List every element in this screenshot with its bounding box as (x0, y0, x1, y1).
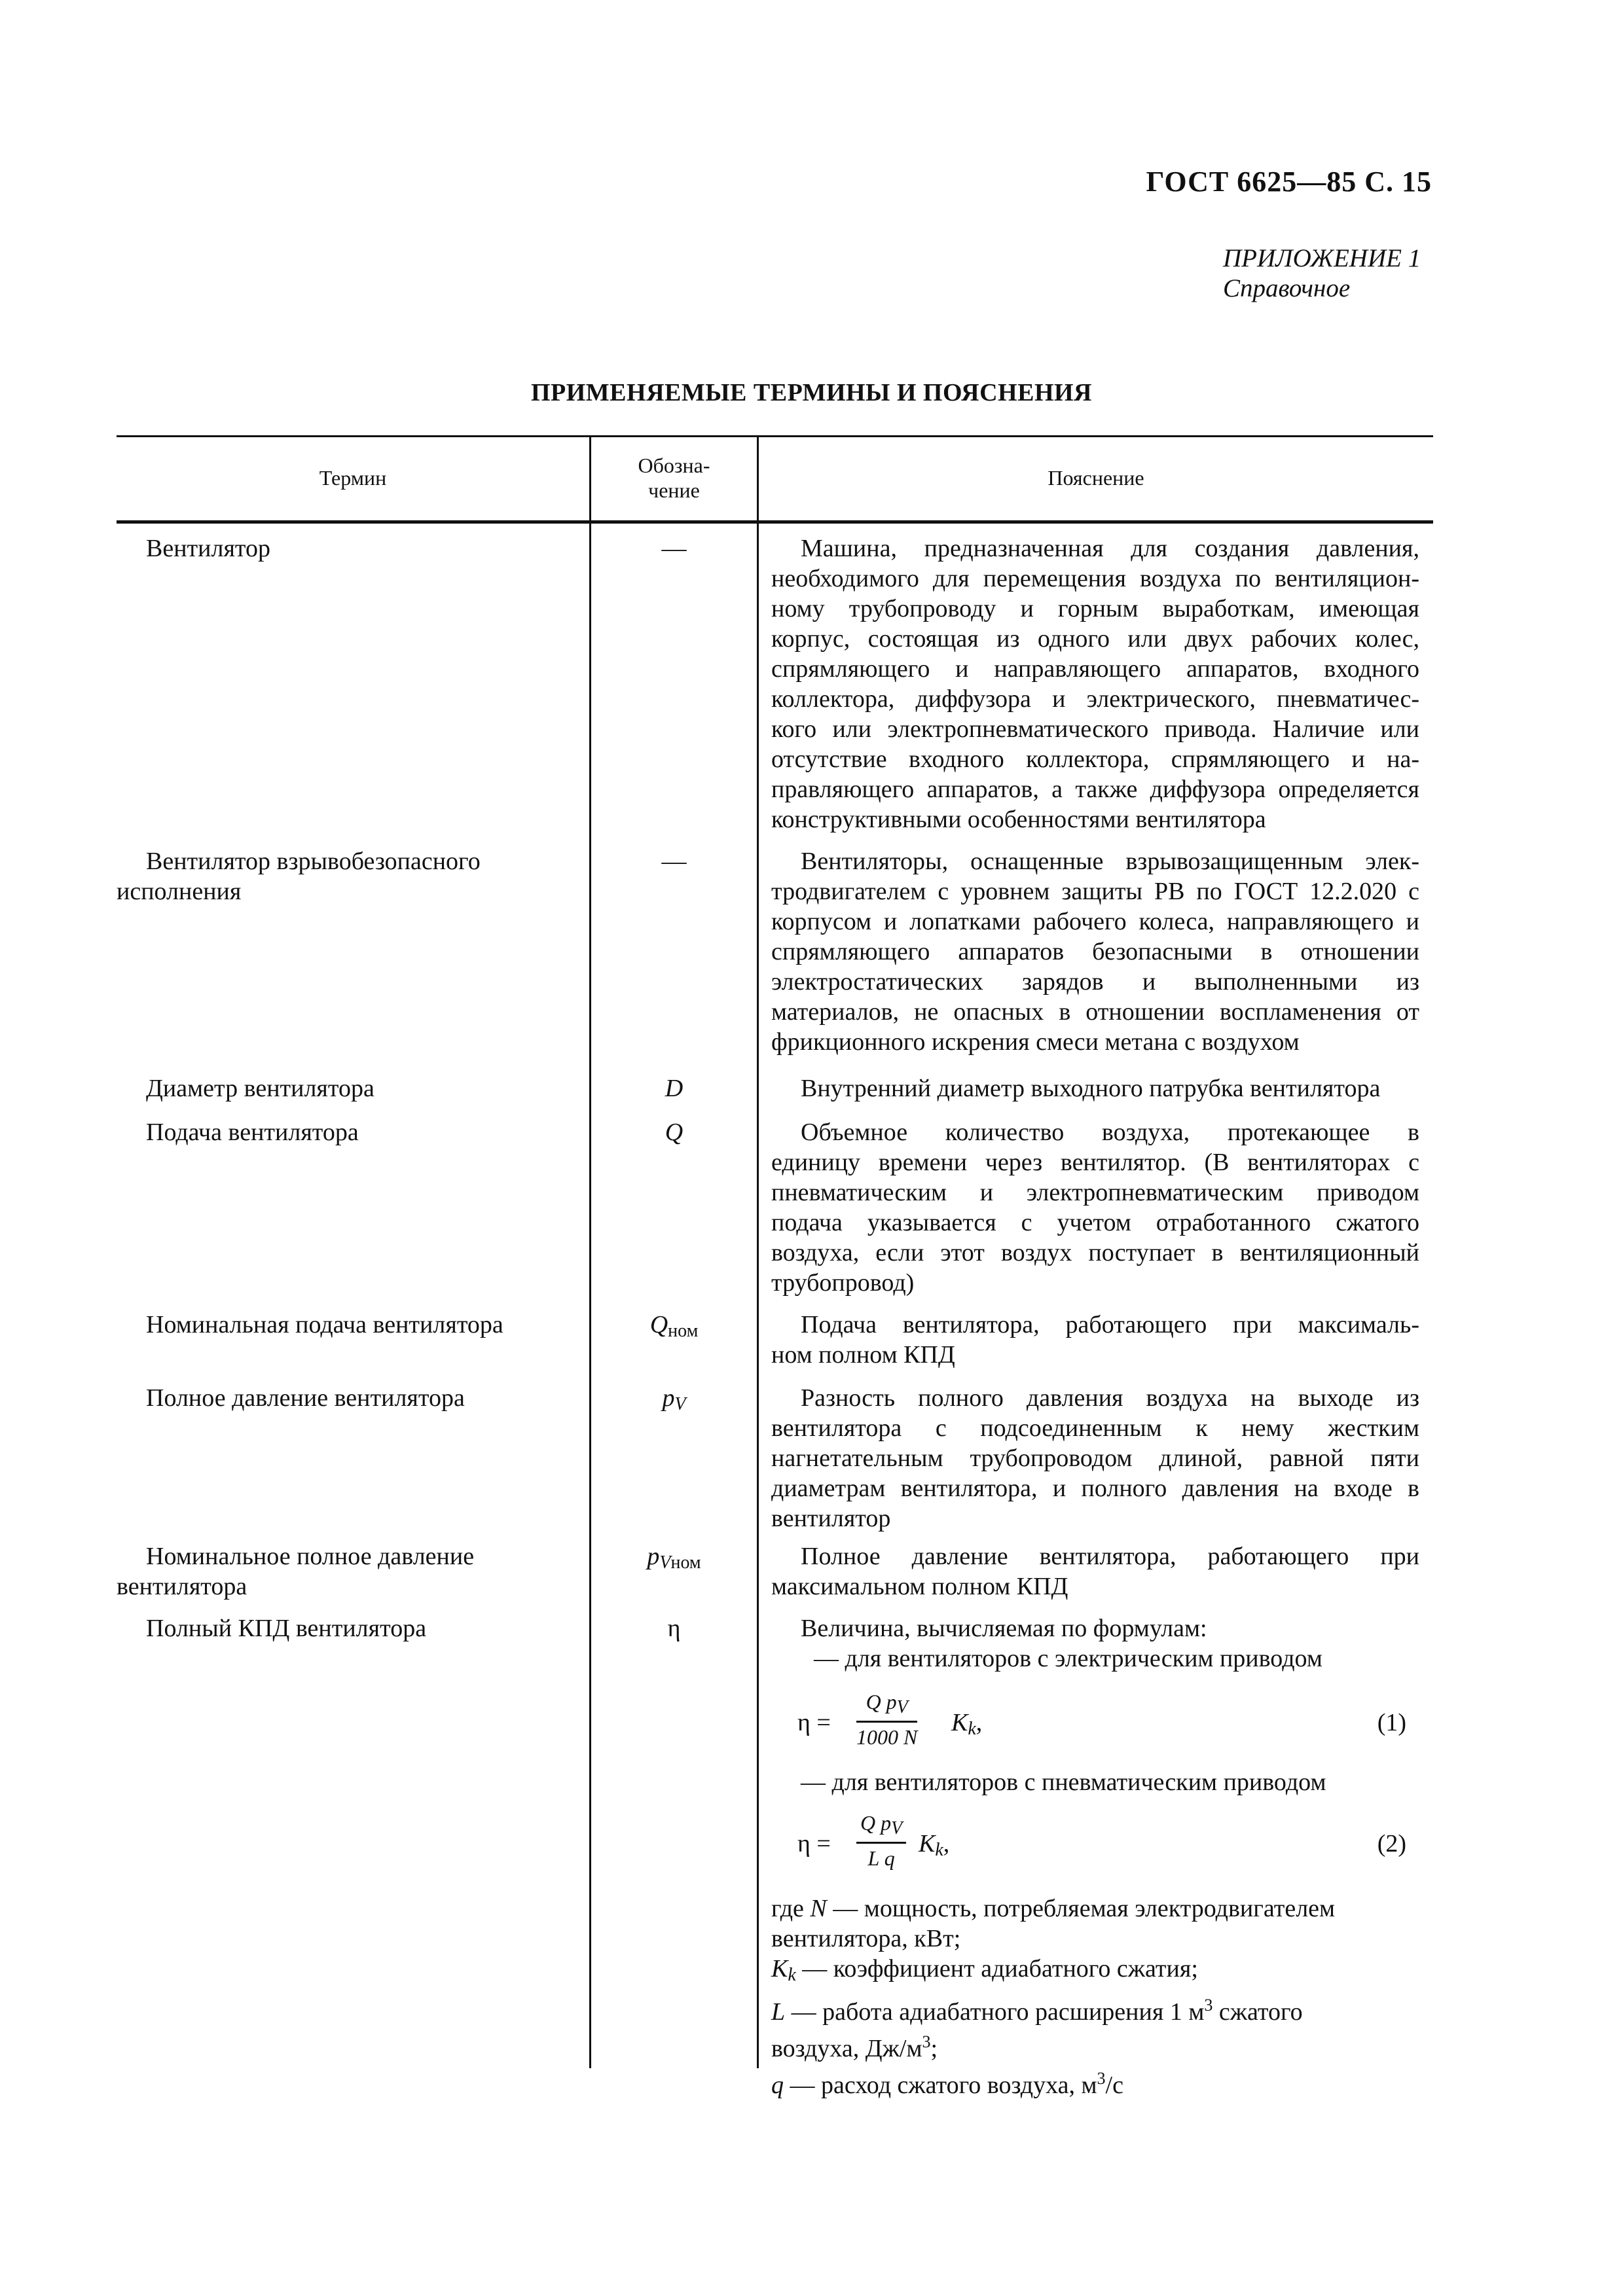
terms-table (117, 435, 1433, 2099)
formula-legend: где N — мощность, потребляемая электродвигателем вентилятора, кВт; Kk — коэффициент адиабатного сжатия; L — работа адиабатного расширения 1 $м^3$ сжатого воздуха, $Дж/м^3$; q — расход сжатого воздуха, $м^3/с$ (771, 1895, 1336, 2099)
formula-fraction: $\frac{\text{Q pV}}{1000 N}$ (856, 1690, 918, 1749)
symbol-cell: $Q_{ном}$ (649, 1311, 699, 1341)
explanation-cell: Машина, предназначенная для создания давления, необходимого для перемещения воздуха по вентиляцион- ному трубопроводу и горным выработкам, имеющая корпус, состоящая из одного или двух рабочих колес, спрямляющего и направляющего аппаратов, входного коллектора, диффузора и электрического, пневматичес- кого или электропневматического привода. Наличие или отсутствие входного коллектора, спрямляющего и на- правляющего аппаратов, а также диффузора определяется конструктивными особенностями вентилятора (771, 535, 1419, 833)
explanation-cell: Объемное количество воздуха, протекающее в единицу времени через вентилятор. (В вентиляторах с пневматическим и электропневматическим приводом подача указывается с учетом отработанного сжатого воздуха, если этот воздух поступает в вентиляционный трубопровод) (771, 1119, 1419, 1297)
formula-intro: Величина, вычисляемая по формулам: (801, 1615, 1207, 1642)
formula-1: η = $\frac{\text{Q pV}}{1000 N}$ Kk, (1) (771, 1689, 1419, 1761)
symbol-cell: η (667, 1615, 681, 1642)
header-explanation: Пояснение (1048, 466, 1144, 490)
symbol-cell: $pV_{ном}$ (647, 1543, 701, 1573)
formula-2: η = $\frac{\text{Q pV}}{\text{L q}}$ Kk, (2) (771, 1810, 1419, 1882)
header-symbol: Обозна- чение (638, 454, 710, 502)
explanation-cell: Полное давление вентилятора, работающего при максимальном полном КПД (771, 1543, 1419, 1600)
term-cell: Диаметр вентилятора (146, 1075, 374, 1102)
symbol-cell: pV (662, 1384, 686, 1414)
explanation-cell: Внутренний диаметр выходного патрубка вентилятора (801, 1075, 1381, 1102)
symbol-cell: D (665, 1075, 684, 1102)
explanation-cell: Подача вентилятора, работающего при максималь- ном полном КПД (771, 1311, 1419, 1369)
formula-number: (1) (1377, 1709, 1406, 1736)
formula-number: (2) (1377, 1830, 1406, 1857)
explanation-cell: Разность полного давления воздуха на выходе из вентилятора с подсоединенным к нему жестким нагнетательным трубопроводом длиной, равной пяти диаметрам вентилятора, и полного давления на входе в вентилятор (771, 1384, 1419, 1532)
page-header: ГОСТ 6625—85 С. 15 (1146, 166, 1432, 198)
formula-fraction: $\frac{\text{Q pV}}{\text{L q}}$ (856, 1810, 906, 1873)
symbol-cell: — (661, 535, 687, 562)
header-term: Термин (319, 466, 387, 490)
term-cell: Номинальное полное давление вентилятора (117, 1543, 475, 1600)
column-divider (589, 435, 591, 2068)
column-divider (757, 435, 759, 2068)
term-cell: Полный КПД вентилятора (146, 1615, 427, 1642)
term-cell: Вентилятор (146, 535, 271, 562)
term-cell: Вентилятор взрывобезопасного исполнения (117, 848, 481, 905)
term-cell: Номинальная подача вентилятора (146, 1311, 503, 1338)
term-cell: Полное давление вентилятора (146, 1384, 465, 1412)
symbol-cell: — (661, 848, 687, 875)
appendix-label (1223, 243, 1421, 304)
formula-case-electric: — для вентиляторов с электрическим приводом (814, 1645, 1322, 1672)
formula-case-pneumatic: — для вентиляторов с пневматическим приводом (801, 1768, 1326, 1796)
term-cell: Подача вентилятора (146, 1119, 359, 1146)
document-title: ПРИМЕНЯЕМЫЕ ТЕРМИНЫ И ПОЯСНЕНИЯ (530, 379, 1092, 406)
explanation-cell: Вентиляторы, оснащенные взрывозащищенным элек- тродвигателем с уровнем защиты РВ по ГОСТ 12.2.020 с корпусом и лопатками рабочего колеса, направляющего и спрямляющего аппаратов безопасными в отношении электростатических зарядов и выполненными из материалов, не опасных в отношении воспламенения от фрикционного искрения смеси метана с воздухом (771, 848, 1419, 1056)
table-header-rule (117, 520, 1433, 524)
appendix-title: ПРИЛОЖЕНИЕ 1 (1223, 244, 1421, 272)
appendix-kind: Справочное (1223, 274, 1351, 302)
symbol-cell: Q (665, 1119, 684, 1146)
